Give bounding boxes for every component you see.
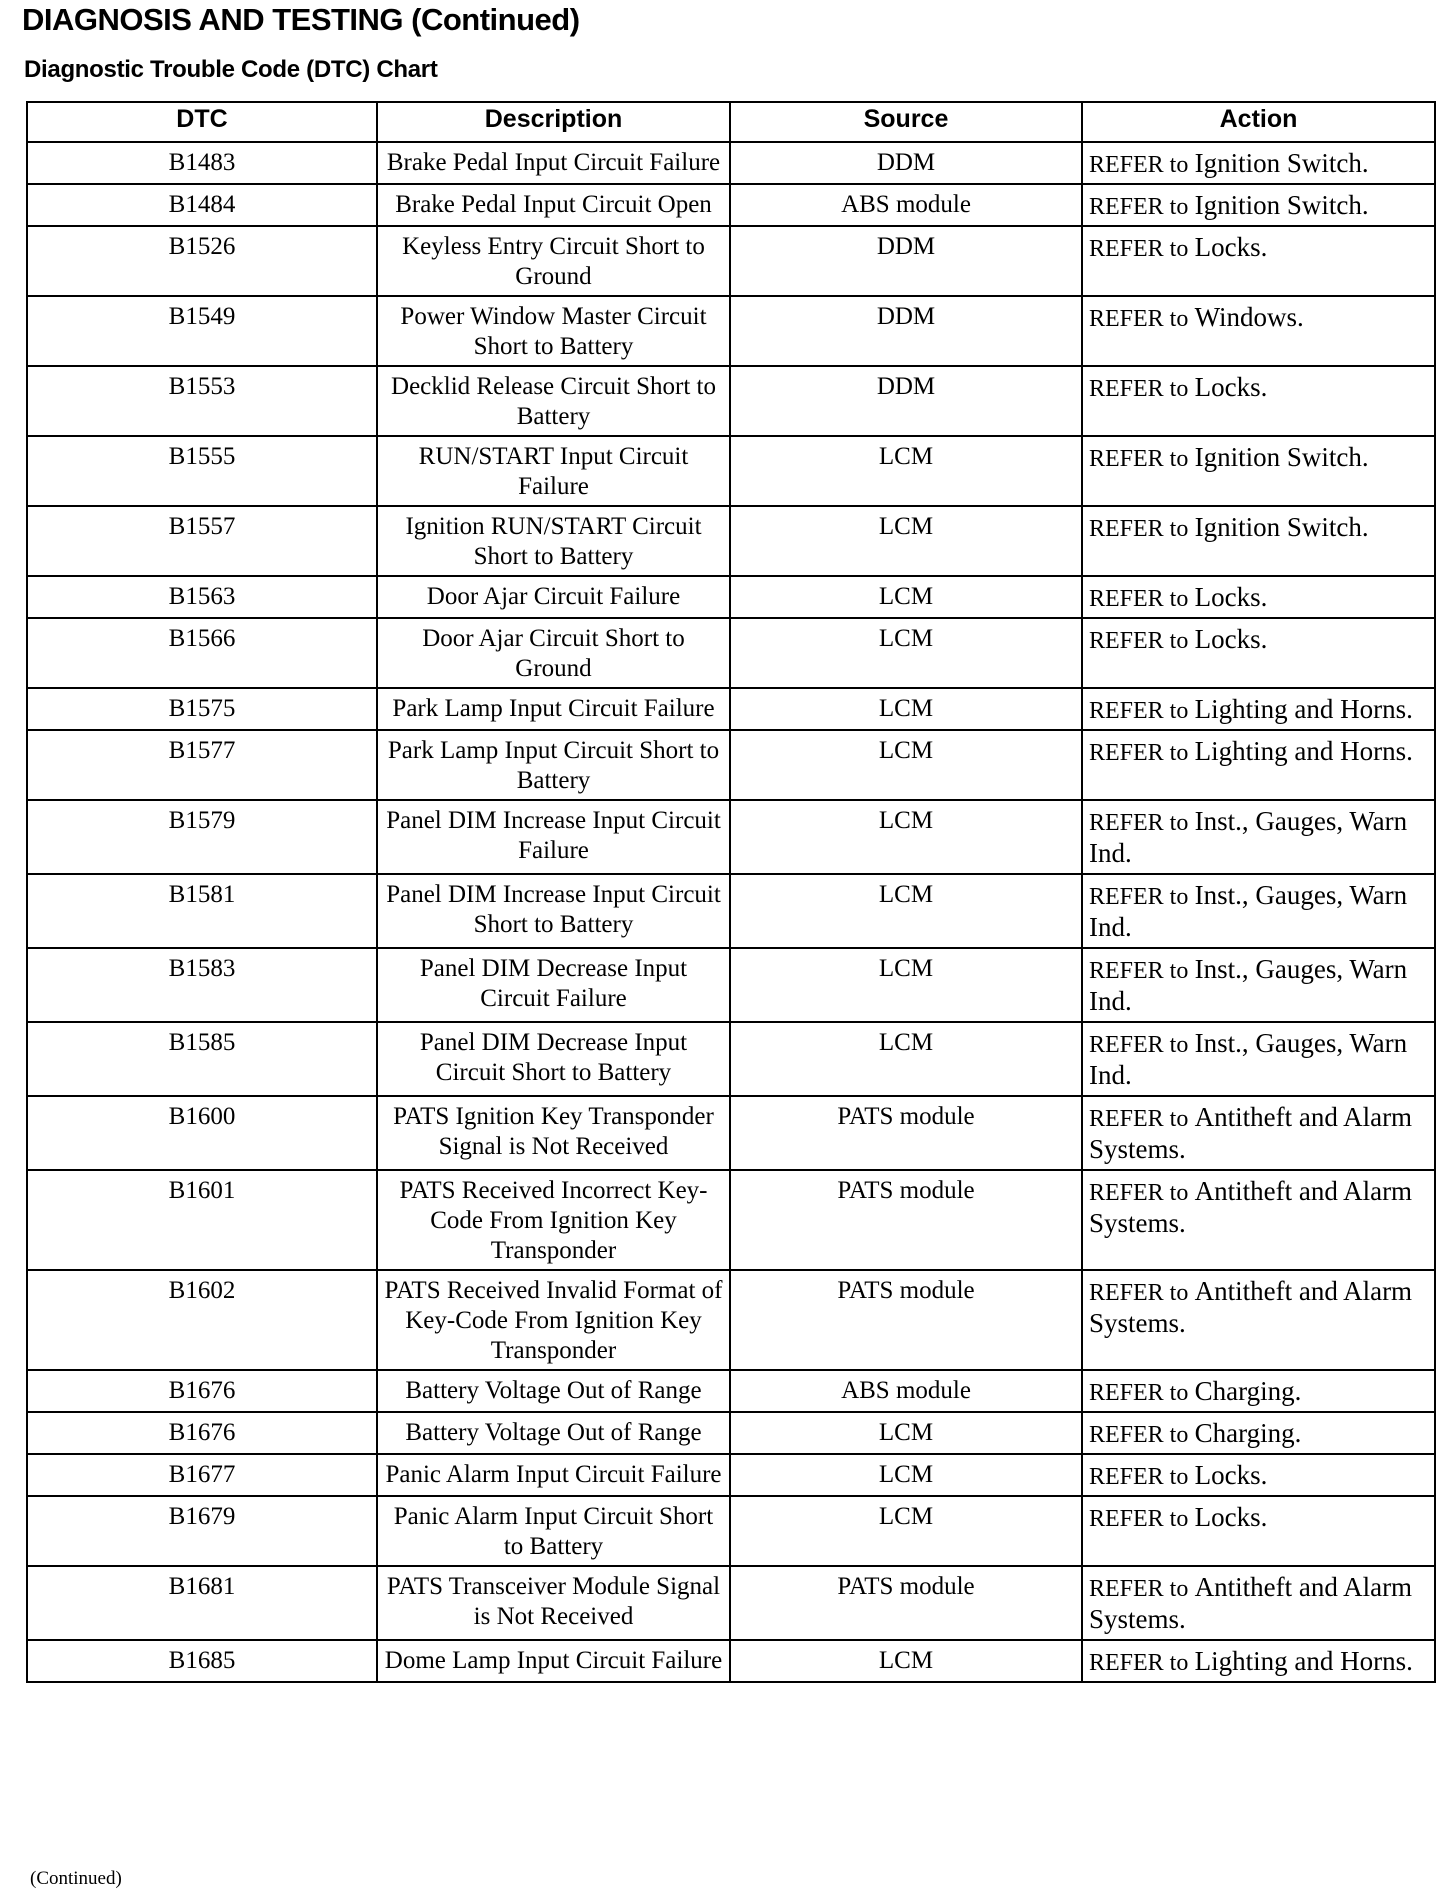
source-cell: ABS module xyxy=(730,184,1082,226)
table-row xyxy=(27,142,1435,184)
description-cell: Brake Pedal Input Circuit Open xyxy=(377,184,730,226)
description-cell: Panic Alarm Input Circuit Failure xyxy=(377,1454,730,1496)
description-cell: Dome Lamp Input Circuit Failure xyxy=(377,1640,730,1682)
dtc-code-cell: B1581 xyxy=(27,874,377,948)
source-cell: LCM xyxy=(730,800,1082,874)
dtc-code-cell: B1676 xyxy=(27,1412,377,1454)
action-cell xyxy=(1082,730,1435,800)
action-cell xyxy=(1082,1170,1435,1270)
action-target: Antitheft and Alarm Systems. xyxy=(1089,1102,1413,1164)
continued-footer: (Continued) xyxy=(30,1868,122,1889)
action-target: Locks. xyxy=(1194,582,1268,612)
dtc-code-cell: B1484 xyxy=(27,184,377,226)
action-cell xyxy=(1082,1454,1435,1496)
action-cell xyxy=(1082,184,1435,226)
action-cell xyxy=(1082,436,1435,506)
dtc-code-cell: B1685 xyxy=(27,1640,377,1682)
table-row xyxy=(27,1096,1435,1170)
page-heading: DIAGNOSIS AND TESTING (Continued) xyxy=(22,2,580,37)
source-cell: LCM xyxy=(730,1496,1082,1566)
action-target: Lighting and Horns. xyxy=(1194,736,1413,766)
source-cell: LCM xyxy=(730,874,1082,948)
description-cell: Park Lamp Input Circuit Failure xyxy=(377,688,730,730)
description-cell: PATS Ignition Key Transponder Signal is Not Received xyxy=(377,1096,730,1170)
source-cell: DDM xyxy=(730,296,1082,366)
description-cell: RUN/START Input Circuit Failure xyxy=(377,436,730,506)
action-refer-label: REFER to xyxy=(1089,586,1189,612)
action-target: Locks. xyxy=(1194,1460,1268,1490)
dtc-chart-table xyxy=(26,101,1436,1683)
action-cell xyxy=(1082,296,1435,366)
table-row xyxy=(27,1454,1435,1496)
action-refer-label: REFER to xyxy=(1089,1280,1189,1306)
dtc-code-cell: B1563 xyxy=(27,576,377,618)
action-target: Inst., Gauges, Warn Ind. xyxy=(1089,1028,1408,1090)
source-cell: ABS module xyxy=(730,1370,1082,1412)
action-cell xyxy=(1082,1022,1435,1096)
table-row xyxy=(27,436,1435,506)
action-target: Locks. xyxy=(1194,624,1268,654)
action-refer-label: REFER to xyxy=(1089,376,1189,402)
action-target: Antitheft and Alarm Systems. xyxy=(1089,1572,1413,1634)
description-cell: PATS Received Incorrect Key-Code From Ignition Key Transponder xyxy=(377,1170,730,1270)
table-row xyxy=(27,874,1435,948)
action-target: Charging. xyxy=(1194,1418,1302,1448)
table-row xyxy=(27,1412,1435,1454)
action-cell xyxy=(1082,506,1435,576)
action-target: Locks. xyxy=(1194,1502,1268,1532)
action-refer-label: REFER to xyxy=(1089,810,1189,836)
source-cell: LCM xyxy=(730,436,1082,506)
table-row xyxy=(27,1022,1435,1096)
column-header-action: Action xyxy=(1082,102,1435,142)
table-row xyxy=(27,1496,1435,1566)
chart-title: Diagnostic Trouble Code (DTC) Chart xyxy=(24,56,438,83)
action-target: Ignition Switch. xyxy=(1194,442,1369,472)
action-target: Antitheft and Alarm Systems. xyxy=(1089,1176,1413,1238)
dtc-code-cell: B1601 xyxy=(27,1170,377,1270)
source-cell: LCM xyxy=(730,688,1082,730)
source-cell: LCM xyxy=(730,1412,1082,1454)
dtc-code-cell: B1679 xyxy=(27,1496,377,1566)
description-cell: Keyless Entry Circuit Short to Ground xyxy=(377,226,730,296)
action-refer-label: REFER to xyxy=(1089,884,1189,910)
action-target: Locks. xyxy=(1194,232,1268,262)
table-row xyxy=(27,576,1435,618)
action-cell xyxy=(1082,874,1435,948)
action-refer-label: REFER to xyxy=(1089,446,1189,472)
dtc-code-cell: B1557 xyxy=(27,506,377,576)
action-refer-label: REFER to xyxy=(1089,1506,1189,1532)
action-target: Inst., Gauges, Warn Ind. xyxy=(1089,806,1408,868)
table-header xyxy=(27,102,1435,142)
table-row xyxy=(27,506,1435,576)
action-refer-label: REFER to xyxy=(1089,628,1189,654)
column-header-description: Description xyxy=(377,102,730,142)
action-refer-label: REFER to xyxy=(1089,1650,1189,1676)
table-row xyxy=(27,1170,1435,1270)
action-refer-label: REFER to xyxy=(1089,1106,1189,1132)
action-target: Locks. xyxy=(1194,372,1268,402)
source-cell: PATS module xyxy=(730,1270,1082,1370)
dtc-code-cell: B1676 xyxy=(27,1370,377,1412)
action-cell xyxy=(1082,688,1435,730)
action-cell xyxy=(1082,948,1435,1022)
description-cell: Park Lamp Input Circuit Short to Battery xyxy=(377,730,730,800)
source-cell: LCM xyxy=(730,1454,1082,1496)
action-cell xyxy=(1082,800,1435,874)
description-cell: Battery Voltage Out of Range xyxy=(377,1370,730,1412)
action-cell xyxy=(1082,1566,1435,1640)
action-refer-label: REFER to xyxy=(1089,194,1189,220)
description-cell: PATS Received Invalid Format of Key-Code From Ignition Key Transponder xyxy=(377,1270,730,1370)
action-target: Windows. xyxy=(1194,302,1304,332)
action-cell xyxy=(1082,1496,1435,1566)
dtc-code-cell: B1483 xyxy=(27,142,377,184)
action-refer-label: REFER to xyxy=(1089,958,1189,984)
description-cell: Brake Pedal Input Circuit Failure xyxy=(377,142,730,184)
description-cell: Panel DIM Increase Input Circuit Failure xyxy=(377,800,730,874)
source-cell: PATS module xyxy=(730,1096,1082,1170)
action-target: Inst., Gauges, Warn Ind. xyxy=(1089,954,1408,1016)
column-header-source: Source xyxy=(730,102,1082,142)
source-cell: LCM xyxy=(730,506,1082,576)
action-refer-label: REFER to xyxy=(1089,1380,1189,1406)
dtc-code-cell: B1577 xyxy=(27,730,377,800)
action-target: Charging. xyxy=(1194,1376,1302,1406)
action-cell xyxy=(1082,366,1435,436)
source-cell: LCM xyxy=(730,730,1082,800)
table-row xyxy=(27,226,1435,296)
action-cell xyxy=(1082,142,1435,184)
table-row xyxy=(27,948,1435,1022)
dtc-code-cell: B1579 xyxy=(27,800,377,874)
table-row xyxy=(27,688,1435,730)
action-refer-label: REFER to xyxy=(1089,740,1189,766)
table-row xyxy=(27,1566,1435,1640)
description-cell: Power Window Master Circuit Short to Battery xyxy=(377,296,730,366)
action-target: Lighting and Horns. xyxy=(1194,1646,1413,1676)
action-refer-label: REFER to xyxy=(1089,1180,1189,1206)
action-target: Lighting and Horns. xyxy=(1194,694,1413,724)
description-cell: Battery Voltage Out of Range xyxy=(377,1412,730,1454)
action-target: Inst., Gauges, Warn Ind. xyxy=(1089,880,1408,942)
table-row xyxy=(27,366,1435,436)
column-header-dtc: DTC xyxy=(27,102,377,142)
action-target: Ignition Switch. xyxy=(1194,512,1369,542)
source-cell: DDM xyxy=(730,142,1082,184)
action-target: Antitheft and Alarm Systems. xyxy=(1089,1276,1413,1338)
description-cell: Panel DIM Decrease Input Circuit Failure xyxy=(377,948,730,1022)
description-cell: Door Ajar Circuit Failure xyxy=(377,576,730,618)
dtc-code-cell: B1600 xyxy=(27,1096,377,1170)
action-refer-label: REFER to xyxy=(1089,152,1189,178)
source-cell: DDM xyxy=(730,366,1082,436)
dtc-code-cell: B1549 xyxy=(27,296,377,366)
source-cell: LCM xyxy=(730,618,1082,688)
table-row xyxy=(27,800,1435,874)
action-cell xyxy=(1082,576,1435,618)
action-cell xyxy=(1082,1640,1435,1682)
dtc-code-cell: B1555 xyxy=(27,436,377,506)
description-cell: Panel DIM Increase Input Circuit Short to Battery xyxy=(377,874,730,948)
table-row xyxy=(27,184,1435,226)
source-cell: PATS module xyxy=(730,1566,1082,1640)
action-cell xyxy=(1082,1096,1435,1170)
action-refer-label: REFER to xyxy=(1089,1032,1189,1058)
dtc-code-cell: B1575 xyxy=(27,688,377,730)
dtc-code-cell: B1677 xyxy=(27,1454,377,1496)
table-row xyxy=(27,1370,1435,1412)
action-refer-label: REFER to xyxy=(1089,1576,1189,1602)
action-cell xyxy=(1082,226,1435,296)
action-refer-label: REFER to xyxy=(1089,1464,1189,1490)
action-cell xyxy=(1082,1370,1435,1412)
header-row xyxy=(27,102,1435,142)
source-cell: LCM xyxy=(730,576,1082,618)
action-target: Ignition Switch. xyxy=(1194,190,1369,220)
description-cell: Panel DIM Decrease Input Circuit Short to Battery xyxy=(377,1022,730,1096)
table-row xyxy=(27,1270,1435,1370)
description-cell: PATS Transceiver Module Signal is Not Received xyxy=(377,1566,730,1640)
action-target: Ignition Switch. xyxy=(1194,148,1369,178)
action-refer-label: REFER to xyxy=(1089,516,1189,542)
table-row xyxy=(27,1640,1435,1682)
source-cell: LCM xyxy=(730,1022,1082,1096)
dtc-code-cell: B1681 xyxy=(27,1566,377,1640)
action-cell xyxy=(1082,1412,1435,1454)
action-cell xyxy=(1082,1270,1435,1370)
action-refer-label: REFER to xyxy=(1089,698,1189,724)
description-cell: Ignition RUN/START Circuit Short to Battery xyxy=(377,506,730,576)
description-cell: Decklid Release Circuit Short to Battery xyxy=(377,366,730,436)
action-refer-label: REFER to xyxy=(1089,236,1189,262)
dtc-code-cell: B1553 xyxy=(27,366,377,436)
action-cell xyxy=(1082,618,1435,688)
dtc-code-cell: B1566 xyxy=(27,618,377,688)
dtc-code-cell: B1526 xyxy=(27,226,377,296)
dtc-code-cell: B1583 xyxy=(27,948,377,1022)
source-cell: LCM xyxy=(730,948,1082,1022)
source-cell: PATS module xyxy=(730,1170,1082,1270)
table-row xyxy=(27,618,1435,688)
source-cell: DDM xyxy=(730,226,1082,296)
dtc-code-cell: B1585 xyxy=(27,1022,377,1096)
action-refer-label: REFER to xyxy=(1089,1422,1189,1448)
table-body xyxy=(27,142,1435,1682)
description-cell: Door Ajar Circuit Short to Ground xyxy=(377,618,730,688)
table-row xyxy=(27,730,1435,800)
description-cell: Panic Alarm Input Circuit Short to Battery xyxy=(377,1496,730,1566)
dtc-code-cell: B1602 xyxy=(27,1270,377,1370)
action-refer-label: REFER to xyxy=(1089,306,1189,332)
table-row xyxy=(27,296,1435,366)
source-cell: LCM xyxy=(730,1640,1082,1682)
